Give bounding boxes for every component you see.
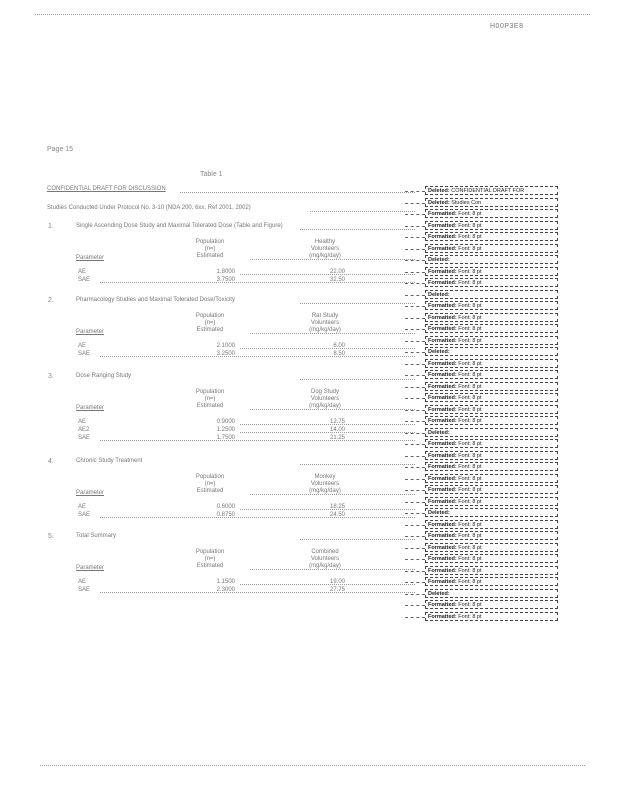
deleted-comment[interactable] [425,255,558,264]
deleted-comment[interactable] [425,198,558,207]
comment-kind: Deleted: [428,429,450,436]
comment-leader-line [405,203,425,204]
row-value-2: 27.75 [329,587,345,593]
row-leader [100,356,415,357]
row-value-1: 3.2500 [216,351,235,357]
column-header-2: Combined Volunteers (mg/kg/day) [309,549,341,569]
comment-leader-line [405,249,425,250]
comment-kind: Deleted: [428,510,450,516]
comment-kind: Formatted: [428,544,457,551]
row-label: SAE [78,435,91,441]
row-label-header: Parameter [76,255,105,261]
comment-leader-line [405,387,425,388]
formatted-comment[interactable] [425,416,558,425]
comment-kind: Formatted: [428,464,457,470]
comment-leader-line [405,479,425,480]
comment-leader-line [405,444,425,445]
row-leader [100,282,415,283]
formatted-comment[interactable] [425,301,558,310]
row-value-2: 24.50 [329,512,345,518]
row-value-2: 22.00 [329,269,345,275]
row-value-2: 8.50 [333,351,345,357]
comment-text: Font: 8 pt [456,544,482,551]
formatted-comment[interactable] [425,439,558,448]
deleted-comment[interactable] [425,508,558,517]
row-value-1: 2.3000 [216,587,235,593]
comment-leader-line [405,214,425,215]
header-leader [250,333,415,334]
comment-kind: Formatted: [428,314,457,321]
comment-text: Font: 8 pt [456,383,482,390]
deleted-comment[interactable] [425,186,558,195]
section-leader [300,539,415,540]
comment-text: Font: 8 pt [456,452,482,459]
row-leader [240,584,415,585]
comment-leader-line [405,421,425,422]
comment-text: Studies Con [449,199,482,206]
formatted-comment[interactable] [425,612,558,621]
comment-leader-line [405,594,425,595]
row-value-1: 1.2500 [216,427,235,433]
comment-text: Font: 8 pt [456,280,482,286]
formatted-comment[interactable] [425,278,558,287]
column-header-1: Population (n=) Estimated [195,239,225,259]
section-number: 1. [48,223,54,230]
comment-text: Font: 8 pt [456,613,482,620]
comment-text: Font: 8 pt [456,475,482,482]
comment-kind: Formatted: [428,452,457,459]
row-value-2: 12.75 [329,419,345,425]
document-id: H00P3E8 [490,23,524,30]
formatted-comment[interactable] [425,497,558,506]
comment-kind: Formatted: [428,487,457,493]
formatted-comment[interactable] [425,359,558,368]
row-value-2: 19.00 [329,579,345,585]
comment-text: Font: 8 pt [456,314,482,321]
row-leader [240,274,415,275]
comment-leader-line [405,559,425,560]
section-heading: Pharmacology Studies and Maximal Tolerated Dose/Toxicity [76,297,235,303]
formatted-comment[interactable] [425,336,558,345]
comment-leader-line [405,226,425,227]
formatted-comment[interactable] [425,600,558,609]
formatted-comment[interactable] [425,405,558,414]
comment-leader-line [405,375,425,376]
formatted-comment[interactable] [425,577,558,586]
row-value-1: 2.1000 [216,343,235,349]
comment-kind: Formatted: [428,406,457,413]
comment-leader-line [405,467,425,468]
column-header-2: Rat Study Volunteers (mg/kg/day) [309,313,341,333]
row-leader [100,440,415,441]
comment-text: Font: 8 pt [456,303,482,309]
formatted-comment[interactable] [425,451,558,460]
formatted-comment[interactable] [425,474,558,483]
comment-text: Font: 8 pt [456,521,482,528]
comment-kind: Formatted: [428,441,457,447]
comment-leader-line [405,398,425,399]
comment-kind: Formatted: [428,337,457,344]
row-label-header: Parameter [76,490,105,496]
comment-leader-line [405,582,425,583]
formatted-comment[interactable] [425,393,558,402]
deleted-comment[interactable] [425,290,558,299]
comment-kind: Formatted: [428,521,457,528]
comment-text: Font: 8 pt [456,360,482,367]
comment-leader-line [405,490,425,491]
header-leader [250,409,415,410]
formatted-comment[interactable] [425,232,558,241]
comment-kind: Formatted: [428,326,457,332]
formatted-comment[interactable] [425,566,558,575]
section-heading: Single Ascending Dose Study and Maximal Tolerated Dose (Table and Figure) [76,223,283,229]
row-label: SAE [78,351,91,357]
comment-kind: Formatted: [428,498,457,505]
comment-text: Font: 8 pt [456,579,482,585]
header-rule [35,14,590,15]
comment-kind: Deleted: [428,349,450,355]
comment-kind: Deleted: [428,291,450,298]
formatted-comment[interactable] [425,462,558,471]
column-header-1: Population (n=) Estimated [195,313,225,333]
comment-leader-line [405,513,425,514]
row-value-1: 0.6000 [216,504,235,510]
column-header-1: Population (n=) Estimated [195,474,225,494]
section-heading: Dose Ranging Study [76,373,132,379]
row-value-1: 0.9000 [216,419,235,425]
comment-leader-line [405,283,425,284]
comment-leader-line [405,191,425,192]
section-heading: Chronic Study Treatment [76,458,143,464]
formatted-comment[interactable] [425,324,558,333]
intro-line-1: CONFIDENTIAL DRAFT FOR DISCUSSION [47,186,166,192]
row-leader [240,432,415,433]
comment-kind: Formatted: [428,245,457,252]
row-label: AE [78,419,87,425]
comment-kind: Deleted: [428,590,450,597]
comment-text: Font: 8 pt [456,602,482,608]
comment-kind: Formatted: [428,268,457,275]
comment-leader-line [405,571,425,572]
comment-leader-line [405,605,425,606]
formatted-comment[interactable] [425,370,558,379]
section-leader [300,229,415,230]
comment-text: Font: 8 pt [456,418,482,424]
row-value-1: 0.8750 [216,512,235,518]
comment-leader-line [405,352,425,353]
comment-leader-line [405,295,425,296]
comment-leader-line [405,318,425,319]
comment-text: Font: 8 pt [456,211,482,217]
intro-leader-1 [180,192,415,193]
column-header-2: Healthy Volunteers (mg/kg/day) [309,239,341,259]
header-leader [250,569,415,570]
deleted-comment[interactable] [425,428,558,437]
comment-text: CONFIDENTIAL DRAFT FOR [449,188,525,194]
comment-text: Font: 8 pt [456,326,482,332]
comment-kind: Formatted: [428,418,457,424]
comment-text: Font: 8 pt [456,222,482,229]
comment-kind: Formatted: [428,602,457,608]
comment-leader-line [405,433,425,434]
comment-text: Font: 8 pt [456,337,482,344]
row-leader [240,509,415,510]
comment-leader-line [405,536,425,537]
column-header-2: Dog Study Volunteers (mg/kg/day) [309,389,341,409]
comment-text: Font: 8 pt [456,498,482,505]
row-label: AE [78,269,87,275]
comment-kind: Formatted: [428,303,457,309]
comment-leader-line [405,456,425,457]
row-label-header: Parameter [76,405,105,411]
section-number: 5. [48,533,54,540]
row-value-1: 1.7500 [216,435,235,441]
row-label-header: Parameter [76,565,105,571]
row-label: SAE [78,512,91,518]
formatted-comment[interactable] [425,520,558,529]
comment-kind: Deleted: [428,188,450,194]
row-value-1: 1.8000 [216,269,235,275]
comment-text: Font: 8 pt [456,464,482,470]
section-leader [300,303,415,304]
comment-leader-line [405,617,425,618]
formatted-comment[interactable] [425,313,558,322]
comment-text: Font: 8 pt [456,533,482,539]
row-label: AE [78,504,87,510]
comment-text: Font: 8 pt [456,567,482,574]
comment-leader-line [405,364,425,365]
section-heading: Total Summary [76,533,117,539]
comment-leader-line [405,502,425,503]
section-leader [300,464,415,465]
comment-text: Font: 8 pt [456,234,482,240]
comment-kind: Formatted: [428,579,457,585]
row-value-1: 3.7500 [216,277,235,283]
formatted-comment[interactable] [425,267,558,276]
comment-leader-line [405,410,425,411]
comment-kind: Formatted: [428,475,457,482]
header-leader [250,494,415,495]
comment-kind: Deleted: [428,199,450,206]
row-value-2: 32.50 [329,277,345,283]
comment-kind: Deleted: [428,257,450,263]
row-leader [100,592,415,593]
footer-rule [40,765,585,766]
comment-leader-line [405,548,425,549]
comment-kind: Formatted: [428,567,457,574]
formatted-comment[interactable] [425,543,558,552]
comment-text: Font: 8 pt [456,441,482,447]
column-header-1: Population (n=) Estimated [195,549,225,569]
formatted-comment[interactable] [425,531,558,540]
row-value-2: 21.25 [329,435,345,441]
comment-leader-line [405,237,425,238]
row-label-header: Parameter [76,329,105,335]
row-label: SAE [78,277,91,283]
comment-leader-line [405,260,425,261]
row-value-2: 18.25 [329,504,345,510]
column-header-1: Population (n=) Estimated [195,389,225,409]
comment-leader-line [405,341,425,342]
comment-kind: Formatted: [428,222,457,229]
section-number: 3. [48,373,54,380]
comment-kind: Formatted: [428,211,457,217]
table-title: Table 1 [200,171,223,178]
header-leader [250,259,415,260]
section-number: 2. [48,297,54,304]
column-header-2: Monkey Volunteers (mg/kg/day) [309,474,341,494]
comment-text: Font: 8 pt [456,268,482,275]
comment-text: Font: 8 pt [456,372,482,378]
row-label: AE2 [78,427,90,433]
comment-leader-line [405,306,425,307]
row-leader [240,424,415,425]
comment-text: Font: 8 pt [456,245,482,252]
comment-kind: Formatted: [428,234,457,240]
intro-leader-2 [310,211,415,212]
comment-leader-line [405,525,425,526]
comment-text: Font: 8 pt [456,556,482,562]
page-number: Page 15 [47,146,74,153]
comment-kind: Formatted: [428,556,457,562]
section-leader [300,379,415,380]
formatted-comment[interactable] [425,221,558,230]
comment-kind: Formatted: [428,360,457,367]
comment-kind: Formatted: [428,372,457,378]
comment-kind: Formatted: [428,395,457,401]
section-number: 4. [48,458,54,465]
deleted-comment[interactable] [425,347,558,356]
row-leader [100,517,415,518]
row-leader [240,348,415,349]
comment-text: Font: 8 pt [456,406,482,413]
formatted-comment[interactable] [425,382,558,391]
deleted-comment[interactable] [425,589,558,598]
comment-leader-line [405,329,425,330]
formatted-comment[interactable] [425,554,558,563]
intro-line-2: Studies Conducted Under Protocol No. 3-10 (NDA 200, 6xx, Ref 2001, 2002) [47,205,251,211]
comment-text: Font: 8 pt [456,395,482,401]
comment-leader-line [405,272,425,273]
formatted-comment[interactable] [425,485,558,494]
row-label: SAE [78,587,91,593]
row-value-2: 6.00 [333,343,345,349]
row-label: AE [78,579,87,585]
comment-kind: Formatted: [428,533,457,539]
comment-kind: Formatted: [428,280,457,286]
formatted-comment[interactable] [425,209,558,218]
formatted-comment[interactable] [425,244,558,253]
comment-text: Font: 8 pt [456,487,482,493]
row-label: AE [78,343,87,349]
comment-kind: Formatted: [428,613,457,620]
row-value-1: 1.1500 [216,579,235,585]
row-value-2: 14.00 [329,427,345,433]
comment-kind: Formatted: [428,383,457,390]
